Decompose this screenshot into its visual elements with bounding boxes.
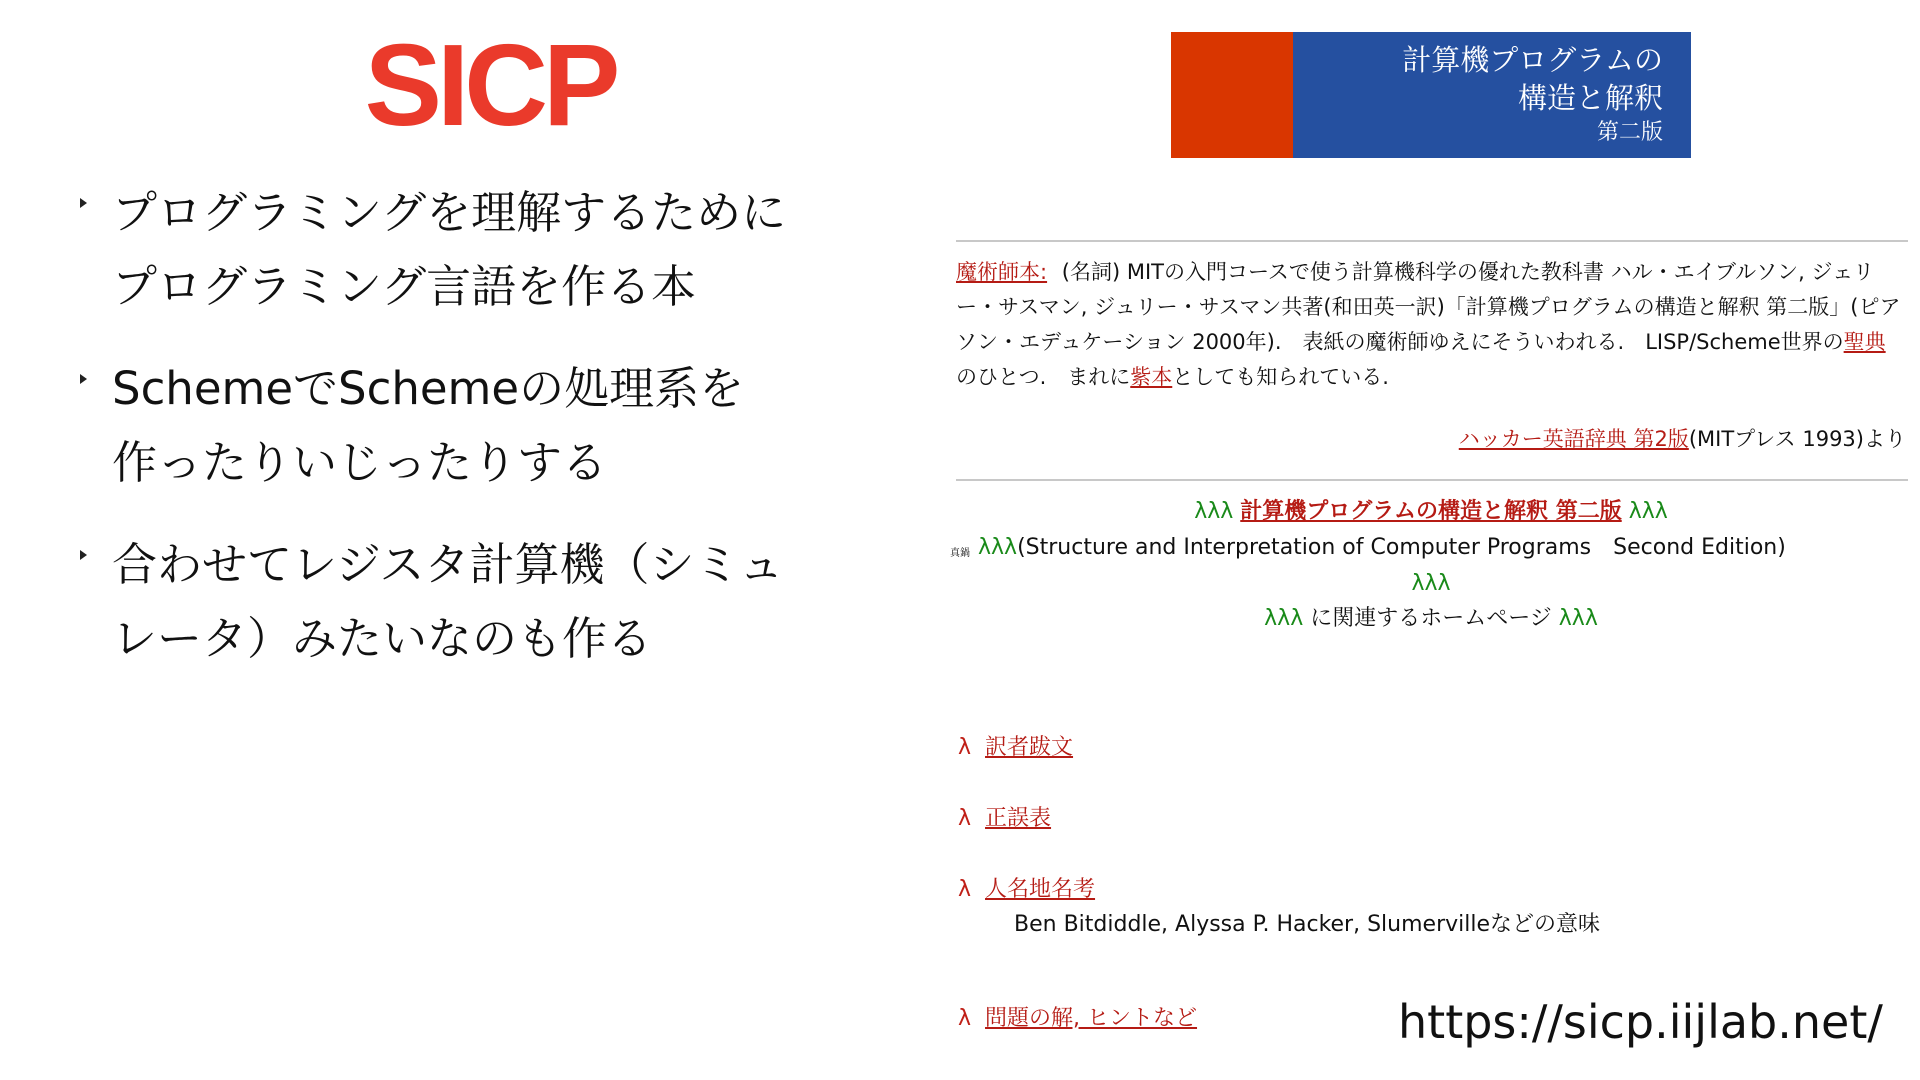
lambda-bullet-icon: λ <box>958 735 972 760</box>
slide-title: SICP <box>364 20 616 150</box>
toc-link-errata[interactable]: 正誤表 <box>985 806 1052 831</box>
book-title-row <box>956 494 1906 530</box>
bullet-triangle-icon <box>80 550 87 560</box>
bullet-item <box>70 352 860 500</box>
source-suffix: (MITプレス 1993)より <box>1688 427 1906 451</box>
lambda-icon: λλλ <box>1628 499 1668 524</box>
toc-link-names[interactable]: 人名地名考 <box>985 877 1096 902</box>
bullet-list <box>70 176 860 704</box>
lambda-bullet-icon: λ <box>958 1006 972 1031</box>
english-title: (Structure and Interpretation of Computer Programs Second Edition) <box>1017 535 1786 560</box>
part-of-speech: (名詞) <box>1061 260 1121 284</box>
related-text: に関連するホームページ <box>1303 606 1559 631</box>
toc-item <box>958 873 1095 907</box>
lambda-bullet-icon: λ <box>958 806 972 831</box>
lambda-icon: λλλ <box>1194 499 1234 524</box>
bullet-line: 作ったりいじったりする <box>112 436 608 489</box>
bullet-triangle-icon <box>80 374 87 384</box>
cover-edition: 第二版 <box>1596 120 1663 145</box>
related-row <box>956 601 1906 637</box>
lambda-icon: λλλ <box>1558 606 1598 631</box>
lambda-icon: λλλ <box>978 535 1018 560</box>
lambda-icon: λλλ <box>1411 571 1451 596</box>
toc-item <box>958 802 1051 836</box>
toc-item <box>958 731 1073 765</box>
hacker-dictionary-link[interactable]: ハッカー英語辞典 第2版 <box>1458 427 1689 451</box>
toc-link-solutions[interactable]: 問題の解, ヒントなど <box>985 1006 1198 1031</box>
toc-item <box>958 1002 1197 1036</box>
bullet-line: 合わせてレジスタ計算機（シミュ <box>112 538 784 591</box>
cover-title-line2: 構造と解釈 <box>1517 81 1663 115</box>
toc-link-afterword[interactable]: 訳者跋文 <box>985 735 1074 760</box>
divider <box>956 479 1908 481</box>
seiten-link[interactable]: 聖典 <box>1843 330 1886 354</box>
cover-red-panel <box>1171 32 1293 158</box>
divider <box>956 240 1908 242</box>
cover-title-line1: 計算機プログラムの <box>1402 43 1663 77</box>
definition-text: のひとつ. まれに <box>956 365 1131 389</box>
bullet-item <box>70 528 860 676</box>
bullet-line: レータ）みたいなのも作る <box>112 612 653 665</box>
lambda-bullet-icon: λ <box>958 877 972 902</box>
bullet-line: プログラミング言語を作る本 <box>112 260 697 313</box>
definition-paragraph <box>956 255 1906 395</box>
bullet-item <box>70 176 860 324</box>
lambda-row <box>956 566 1906 602</box>
definition-text: としても知られている. <box>1172 365 1389 389</box>
definition-text: MITの入門コースで使う計算機科学の優れた教科書 ハル・エイブルソン, ジェリー・サスマン, ジュリー・サスマン共著(和田英一訳)「計算機プログラムの構造と解釈 第二版」(ピアソン・エデュケーション 2000年). 表紙の魔術師ゆえにそういわれる. LISP/Scheme世界の <box>956 260 1901 354</box>
book-cover-image <box>1171 32 1691 158</box>
lambda-icon: λλλ <box>1264 606 1304 631</box>
source-line <box>956 422 1906 457</box>
english-title-row <box>950 530 1910 566</box>
term-link[interactable]: 魔術師本: <box>956 260 1048 284</box>
site-url: https://sicp.iijlab.net/ <box>1398 995 1883 1049</box>
book-title-link[interactable]: 計算機プログラムの構造と解釈 第二版 <box>1240 499 1622 524</box>
bullet-triangle-icon <box>80 198 87 208</box>
bullet-line: SchemeでSchemeの処理系を <box>112 362 745 415</box>
bullet-line: プログラミングを理解するために <box>112 186 787 239</box>
cover-blue-panel <box>1293 32 1691 158</box>
tiny-note: 真鍋 <box>950 548 970 559</box>
toc-description: Ben Bitdiddle, Alyssa P. Hacker, Slumervilleなどの意味 <box>1014 912 1601 937</box>
shihon-link[interactable]: 紫本 <box>1130 365 1173 389</box>
